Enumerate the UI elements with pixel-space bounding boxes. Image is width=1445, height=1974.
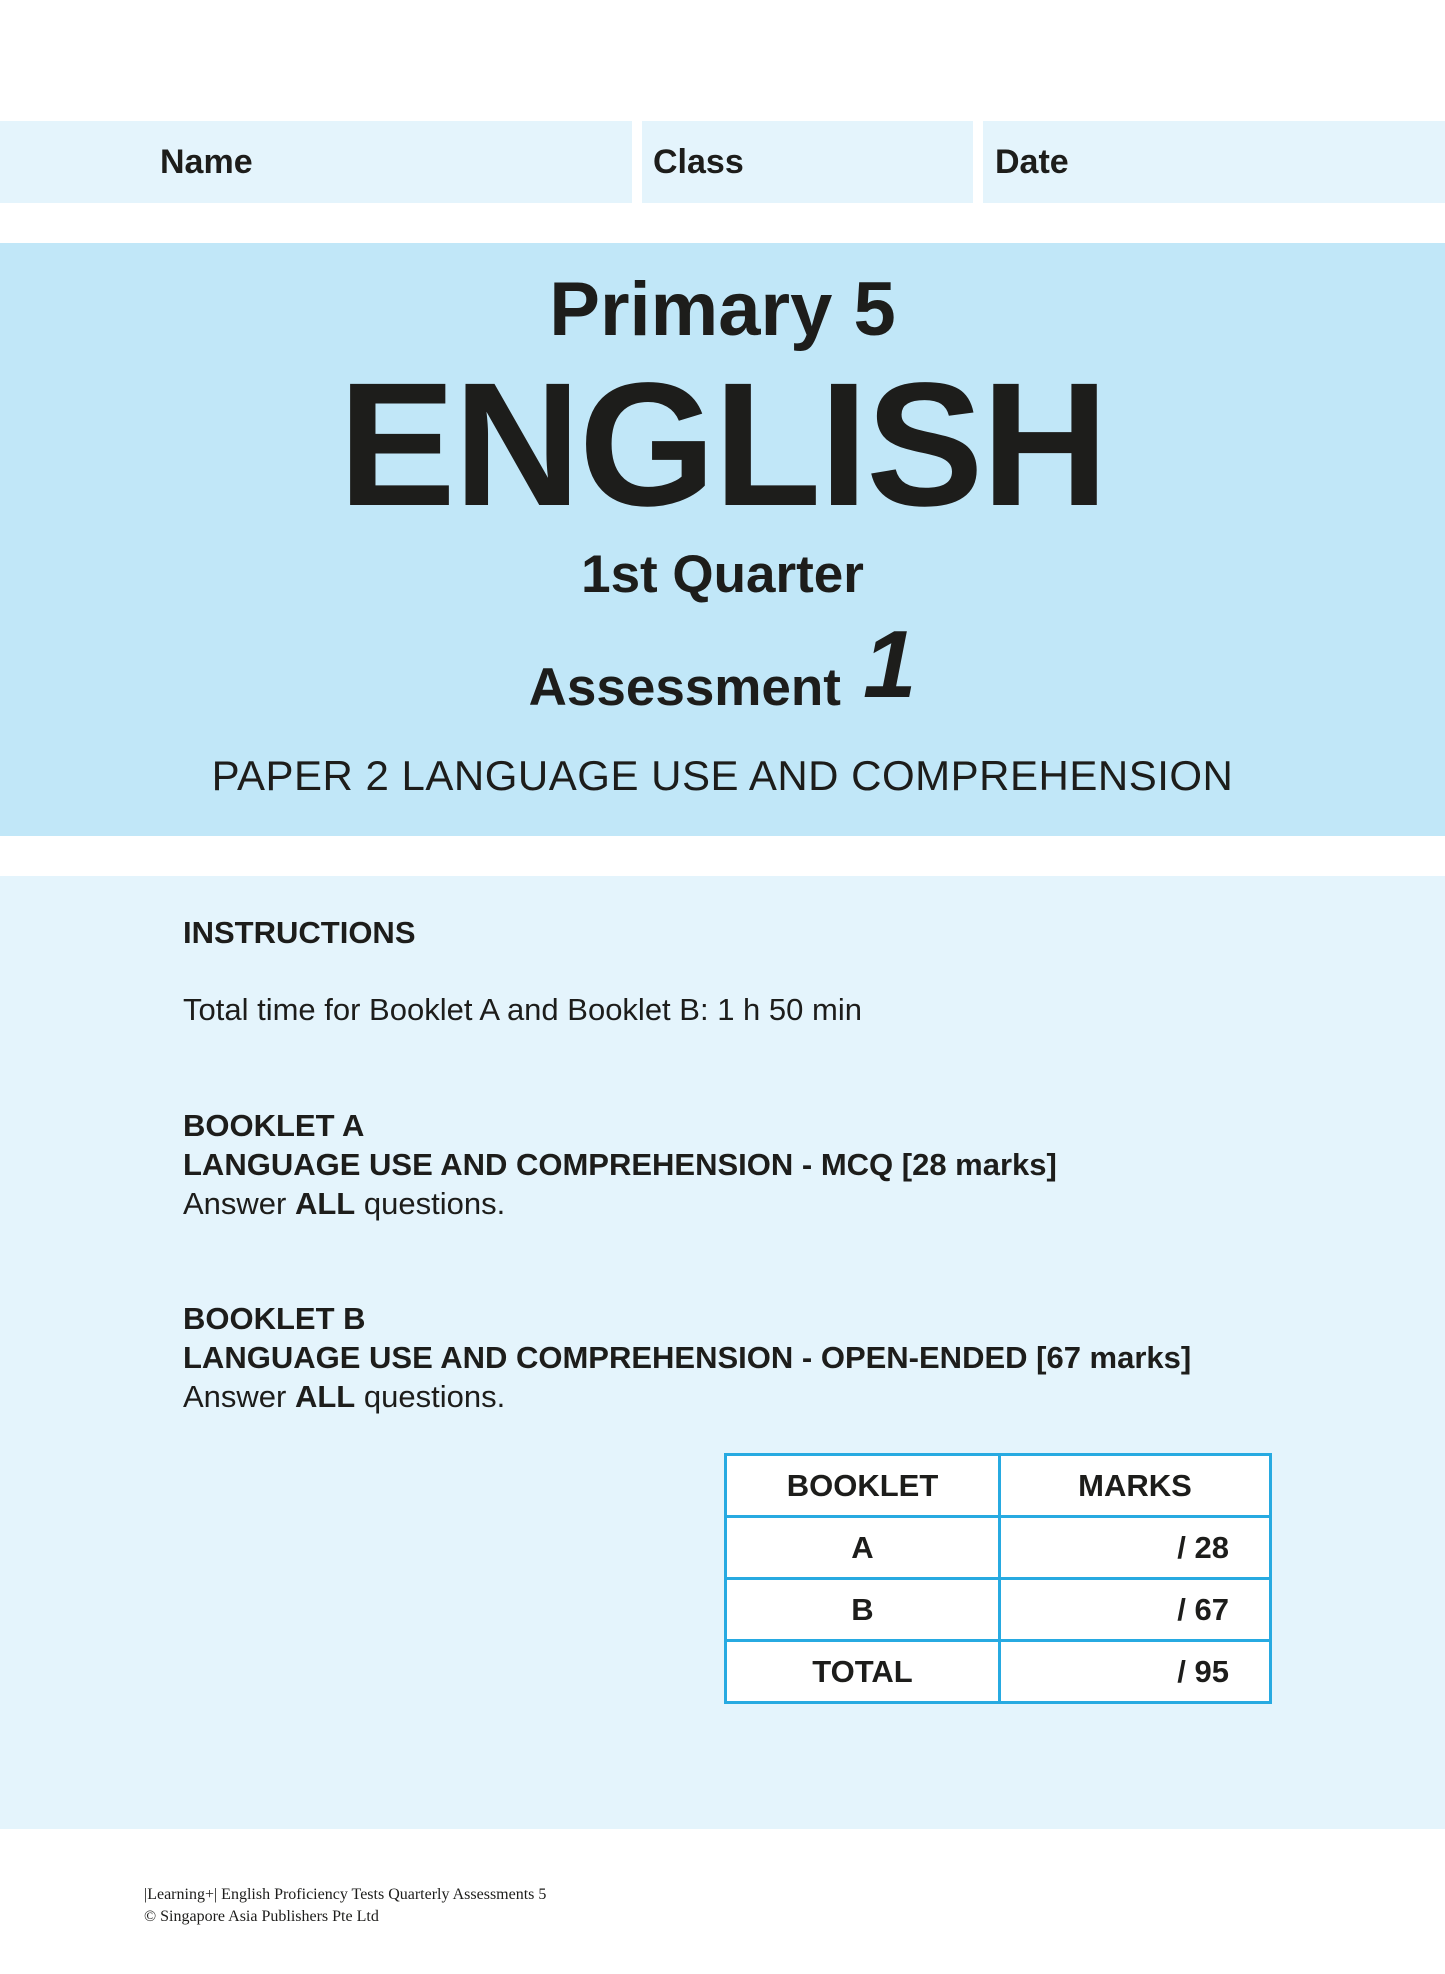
name-field[interactable]: [0, 121, 632, 203]
booklet-b-title: BOOKLET B: [183, 1301, 366, 1336]
marks-cell[interactable]: / 95: [1000, 1641, 1271, 1703]
booklet-b-block: [183, 1299, 1283, 1416]
booklet-a-description: LANGUAGE USE AND COMPREHENSION - MCQ [28 marks]: [183, 1147, 1057, 1182]
assessment-title: [0, 611, 1445, 733]
marks-table: [724, 1453, 1272, 1704]
quarter-title: 1st Quarter: [581, 545, 864, 604]
assessment-label: Assessment: [528, 658, 841, 717]
marks-cell[interactable]: / 67: [1000, 1579, 1271, 1641]
table-row: [726, 1579, 1271, 1641]
assessment-number: 1: [862, 611, 917, 718]
class-label: Class: [653, 143, 744, 181]
booklet-b-description: LANGUAGE USE AND COMPREHENSION - OPEN-ENDED [67 marks]: [183, 1340, 1192, 1375]
paper-title: PAPER 2 LANGUAGE USE AND COMPREHENSION: [211, 752, 1234, 799]
booklet-a-answer-suffix: questions.: [355, 1186, 506, 1221]
booklet-a-answer-prefix: Answer: [183, 1186, 295, 1221]
table-row: [726, 1517, 1271, 1579]
booklet-a-answer-emphasis: ALL: [294, 1186, 356, 1221]
booklet-a-title: BOOKLET A: [183, 1108, 365, 1143]
footer-copyright: © Singapore Asia Publishers Pte Ltd: [144, 1908, 379, 1925]
booklet-cell: TOTAL: [726, 1641, 1000, 1703]
booklet-b-answer-prefix: Answer: [183, 1379, 295, 1414]
level-title: Primary 5: [549, 267, 896, 352]
booklet-b-answer-emphasis: ALL: [294, 1379, 356, 1414]
instructions-heading: INSTRUCTIONS: [183, 915, 416, 950]
booklet-cell: A: [726, 1517, 1000, 1579]
footer-series-title: |Learning+| English Proficiency Tests Quarterly Assessments 5: [144, 1886, 547, 1903]
booklet-b-answer: [183, 1377, 1283, 1416]
table-row: [726, 1641, 1271, 1703]
table-header-marks: MARKS: [1000, 1455, 1271, 1517]
booklet-a-answer: [183, 1184, 1283, 1223]
footer: [144, 1884, 546, 1928]
title-band: [0, 243, 1445, 836]
marks-cell[interactable]: / 28: [1000, 1517, 1271, 1579]
table-header-booklet: BOOKLET: [726, 1455, 1000, 1517]
booklet-b-answer-suffix: questions.: [355, 1379, 506, 1414]
table-header-row: [726, 1455, 1271, 1517]
date-label: Date: [995, 143, 1069, 181]
student-info-strip: [0, 121, 1445, 203]
total-time: Total time for Booklet A and Booklet B: 1 h 50 min: [183, 992, 862, 1027]
name-label: Name: [160, 143, 253, 181]
date-field[interactable]: [983, 121, 1445, 203]
subject-title: ENGLISH: [338, 347, 1107, 543]
booklet-a-block: [183, 1106, 1283, 1223]
booklet-cell: B: [726, 1579, 1000, 1641]
class-field[interactable]: [642, 121, 973, 203]
